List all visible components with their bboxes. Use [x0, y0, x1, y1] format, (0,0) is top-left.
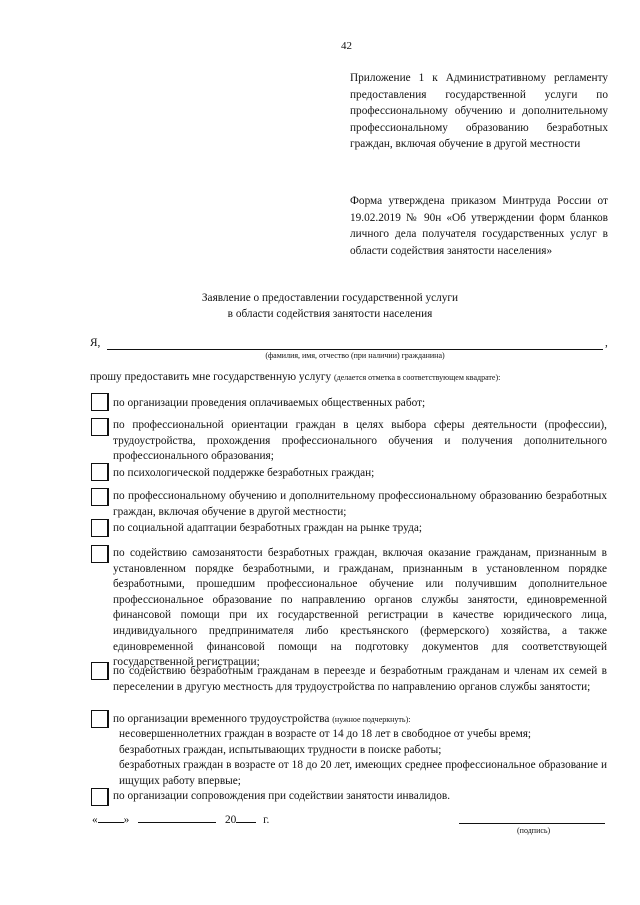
checkbox-public-works[interactable]	[91, 393, 109, 411]
option-vocational-training: по профессиональному обучению и дополнительному профессиональному образованию безработных граждан, включая обучение в другой местности;	[113, 490, 607, 518]
request-text: прошу предоставить мне государственную услугу	[90, 371, 332, 383]
date-year-prefix: 20	[224, 814, 237, 826]
annex-note: Приложение 1 к Административному регламенту предоставления государственной услуги по профессиональному обучению и дополнительному профессиональному образованию безработных граждан, включая обучение в другой местности	[350, 72, 608, 151]
temp-sub-young-graduates[interactable]: безработных граждан в возрасте от 18 до 20 лет, имеющих среднее профессиональное образование и ищущих работу впервые;	[119, 759, 607, 787]
option-relocation: по содействию безработным гражданам в переезде и безработным гражданам и членам их семей в переселении в другую местность для трудоустройства по направлению органов службы занятости;	[113, 665, 607, 693]
date-line	[92, 812, 269, 826]
date-month-field[interactable]	[138, 812, 216, 823]
date-year-field[interactable]	[236, 812, 256, 823]
page-number: 42	[341, 40, 352, 52]
name-prefix: Я,	[90, 337, 101, 349]
checkbox-disabled-support[interactable]	[91, 788, 109, 806]
date-close-quote: »	[123, 814, 130, 826]
name-hint: (фамилия, имя, отчество (при наличии) гражданина)	[265, 351, 445, 360]
option-career-guidance: по профессиональной ориентации граждан в целях выбора сферы деятельности (профессии), трудоустройства, прохождения профессионального обучения и получения дополнительного профессионального образования;	[113, 419, 607, 463]
name-comma: ,	[605, 337, 608, 349]
checkbox-relocation[interactable]	[91, 662, 109, 680]
form-approval-note: Форма утверждена приказом Минтруда России от 19.02.2019 № 90н «Об утверждении форм бланков личного дела получателя государственных услуг в области содействия занятости населения»	[350, 195, 608, 257]
checkbox-psychological-support[interactable]	[91, 463, 109, 481]
option-self-employment: по содействию самозанятости безработных граждан, включая оказание гражданам, признанным в установленном порядке безработными, и гражданам, признанным в установленном порядке безработными, прошедшим профессиональное обучение или получившим дополнительное профессиональное образование по направлению органов службы занятости, единовременной финансовой помощи при их государственной регистрации в качестве юридического лица, индивидуального предпринимателя либо крестьянского (фермерского) хозяйства, а также единовременной финансовой помощи на подготовку документов для соответствующей государственной регистрации;	[113, 547, 607, 669]
date-suffix: г.	[263, 814, 270, 826]
request-line	[90, 371, 500, 383]
checkbox-vocational-training[interactable]	[91, 488, 109, 506]
option-social-adaptation: по социальной адаптации безработных граждан на рынке труда;	[113, 522, 422, 534]
option-temporary-employment	[113, 712, 607, 728]
option-psychological-support: по психологической поддержке безработных граждан;	[113, 467, 375, 479]
date-day-field[interactable]	[98, 812, 124, 823]
date-open-quote: «	[92, 814, 98, 826]
checkbox-temporary-employment[interactable]	[91, 710, 109, 728]
document-title	[150, 291, 510, 322]
option-temporary-employment-label: по организации временного трудоустройства	[113, 713, 330, 725]
checkbox-self-employment[interactable]	[91, 545, 109, 563]
signature-field[interactable]	[459, 823, 605, 824]
option-public-works: по организации проведения оплачиваемых общественных работ;	[113, 397, 426, 409]
signature-hint: (подпись)	[517, 826, 551, 835]
checkbox-career-guidance[interactable]	[91, 418, 109, 436]
checkbox-social-adaptation[interactable]	[91, 519, 109, 537]
title-line-2: в области содействия занятости населения	[227, 307, 433, 320]
title-line-1: Заявление о предоставлении государственной услуги	[201, 292, 459, 304]
temp-sub-difficult-search[interactable]: безработных граждан, испытывающих трудности в поиске работы;	[119, 744, 442, 756]
option-disabled-support: по организации сопровождения при содействии занятости инвалидов.	[113, 790, 451, 802]
temp-sub-minors[interactable]: несовершеннолетних граждан в возрасте от 14 до 18 лет в свободное от учебы время;	[119, 728, 532, 740]
request-hint: (делается отметка в соответствующем квадрате):	[333, 373, 501, 382]
temporary-employment-hint: (нужное подчеркнуть):	[332, 715, 411, 724]
applicant-name-field[interactable]	[107, 349, 603, 350]
